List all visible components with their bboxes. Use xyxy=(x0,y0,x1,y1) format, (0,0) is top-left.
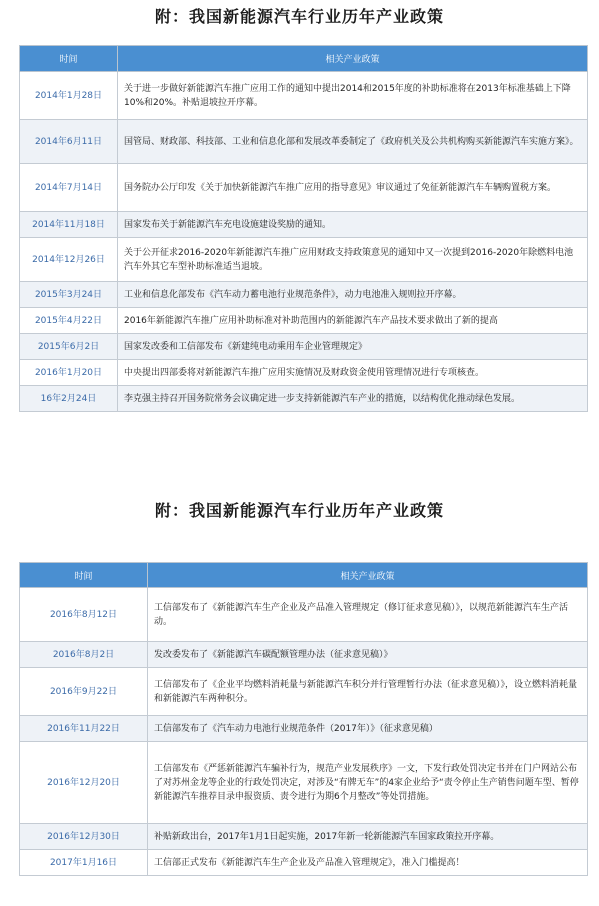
table-row xyxy=(20,360,588,386)
row-policy: 关于进一步做好新能源汽车推广应用工作的通知中提出2014和2015年度的补助标准将在2013年标准基础上下降10%和20%。补贴退坡拉开序幕。 xyxy=(118,72,588,120)
row-date: 2014年12月26日 xyxy=(20,238,118,282)
row-date: 2014年1月28日 xyxy=(20,72,118,120)
row-policy: 关于公开征求2016-2020年新能源汽车推广应用财政支持政策意见的通知中又一次提到2016-2020年除燃料电池汽车外其它车型补助标准适当退坡。 xyxy=(118,238,588,282)
row-date: 2014年11月18日 xyxy=(20,212,118,238)
row-date: 2016年12月30日 xyxy=(20,824,148,850)
row-date: 2015年6月2日 xyxy=(20,334,118,360)
row-date: 2017年1月16日 xyxy=(20,850,148,876)
header-date: 时间 xyxy=(20,46,118,72)
table-row xyxy=(20,668,588,716)
row-policy: 工信部发布了《企业平均燃料消耗量与新能源汽车积分并行管理暂行办法（征求意见稿）》，设立燃料消耗量和新能源汽车两种积分。 xyxy=(148,668,588,716)
table-row xyxy=(20,642,588,668)
row-policy: 国管局、财政部、科技部、工业和信息化部和发展改革委制定了《政府机关及公共机构购买新能源汽车实施方案》。 xyxy=(118,120,588,164)
header-policy: 相关产业政策 xyxy=(118,46,588,72)
row-date: 2015年4月22日 xyxy=(20,308,118,334)
row-policy: 国家发改委和工信部发布《新建纯电动乘用车企业管理规定》 xyxy=(118,334,588,360)
row-policy: 工业和信息化部发布《汽车动力蓄电池行业规范条件》，动力电池准入规则拉开序幕。 xyxy=(118,282,588,308)
row-date: 2016年12月20日 xyxy=(20,742,148,824)
policy-section-2 xyxy=(0,490,599,906)
header-date: 时间 xyxy=(20,563,148,588)
row-policy: 工信部发布了《汽车动力电池行业规范条件（2017年）》（征求意见稿） xyxy=(148,716,588,742)
row-policy: 补贴新政出台，2017年1月1日起实施，2017年新一轮新能源汽车国家政策拉开序幕。 xyxy=(148,824,588,850)
table-row xyxy=(20,716,588,742)
policy-table-1 xyxy=(19,45,588,412)
row-date: 2016年11月22日 xyxy=(20,716,148,742)
row-date: 2014年7月14日 xyxy=(20,164,118,212)
table-row xyxy=(20,282,588,308)
table-row xyxy=(20,742,588,824)
row-policy: 发改委发布了《新能源汽车碳配额管理办法（征求意见稿）》 xyxy=(148,642,588,668)
row-policy: 工信部发布《严惩新能源汽车骗补行为，规范产业发展秩序》一文，下发行政处罚决定书并在门户网站公布了对苏州金龙等企业的行政处罚决定，对涉及“有牌无车”的4家企业给予“责令停止生产销售问题车型、暂停新能源汽车推荐目录申报资质、责令进行为期6个月整改”等处罚措施。 xyxy=(148,742,588,824)
table-row xyxy=(20,212,588,238)
row-date: 2016年8月2日 xyxy=(20,642,148,668)
section-title: 附：我国新能源汽车行业历年产业政策 xyxy=(154,501,444,520)
table-row xyxy=(20,308,588,334)
row-date: 16年2月24日 xyxy=(20,386,118,412)
row-date: 2014年6月11日 xyxy=(20,120,118,164)
table-row xyxy=(20,120,588,164)
table-row xyxy=(20,386,588,412)
row-date: 2016年9月22日 xyxy=(20,668,148,716)
row-policy: 中央提出四部委将对新能源汽车推广应用实施情况及财政资金使用管理情况进行专项核查。 xyxy=(118,360,588,386)
row-date: 2015年3月24日 xyxy=(20,282,118,308)
row-policy: 工信部发布了《新能源汽车生产企业及产品准入管理规定（修订征求意见稿）》，以规范新能源汽车生产活动。 xyxy=(148,588,588,642)
table-row xyxy=(20,164,588,212)
table-row xyxy=(20,824,588,850)
table-row xyxy=(20,588,588,642)
row-policy: 2016年新能源汽车推广应用补助标准对补助范围内的新能源汽车产品技术要求做出了新的提高 xyxy=(118,308,588,334)
section-title: 附：我国新能源汽车行业历年产业政策 xyxy=(154,7,444,26)
row-policy: 工信部正式发布《新能源汽车生产企业及产品准入管理规定》，准入门槛提高！ xyxy=(148,850,588,876)
table-row xyxy=(20,72,588,120)
row-policy: 李克强主持召开国务院常务会议确定进一步支持新能源汽车产业的措施，以结构优化推动绿色发展。 xyxy=(118,386,588,412)
header-policy: 相关产业政策 xyxy=(148,563,588,588)
policy-table-2 xyxy=(19,562,588,876)
table-header-row xyxy=(20,46,588,72)
policy-section-1 xyxy=(0,0,599,430)
row-policy: 国家发布关于新能源汽车充电设施建设奖励的通知。 xyxy=(118,212,588,238)
table-row xyxy=(20,238,588,282)
table-row xyxy=(20,334,588,360)
table-row xyxy=(20,850,588,876)
row-date: 2016年1月20日 xyxy=(20,360,118,386)
row-date: 2016年8月12日 xyxy=(20,588,148,642)
row-policy: 国务院办公厅印发《关于加快新能源汽车推广应用的指导意见》审议通过了免征新能源汽车车辆购置税方案。 xyxy=(118,164,588,212)
table-header-row xyxy=(20,563,588,588)
